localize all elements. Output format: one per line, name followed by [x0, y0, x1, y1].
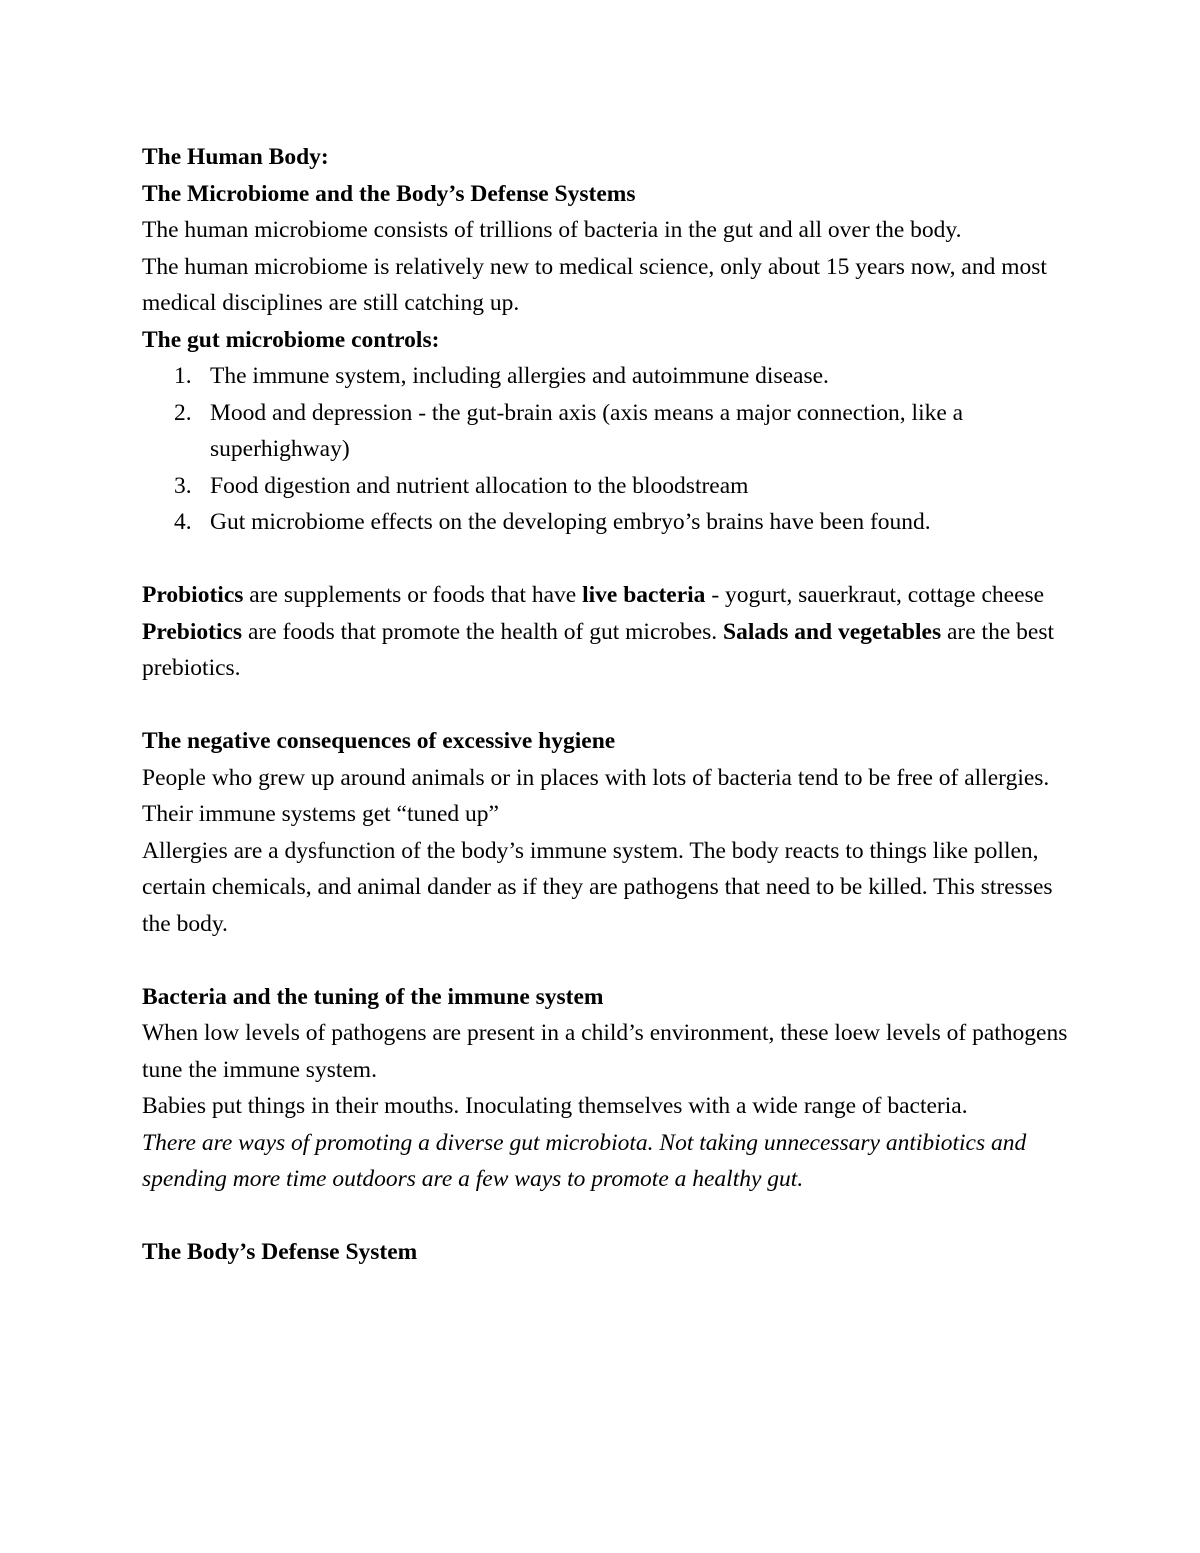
list-item [142, 395, 1072, 468]
probiotics-term: Probiotics [142, 582, 244, 608]
probiotics-paragraph [142, 577, 1072, 614]
prebiotics-text-2: are the best prebiotics. [142, 618, 1055, 681]
list-item-number: 2. [174, 399, 192, 426]
list-item-text: The immune system, including allergies and autoimmune disease. [210, 363, 829, 389]
list-item-number: 4. [174, 509, 192, 535]
hygiene-heading: The negative consequences of excessive hygiene [142, 728, 616, 754]
document-title: The Human Body: [142, 144, 329, 170]
probiotics-text-1: are supplements or foods that have [243, 582, 583, 608]
list-item [142, 504, 1072, 541]
prebiotics-term: Prebiotics [142, 618, 243, 645]
controls-list [142, 358, 1072, 541]
prebiotics-emphasis: Salads and vegetables [723, 618, 942, 645]
prebiotics-paragraph [142, 614, 1072, 687]
document-page [142, 139, 1072, 1271]
tuning-heading: Bacteria and the tuning of the immune system [142, 983, 604, 1010]
tuning-italic-note: There are ways of promoting a diverse gut microbiota. Not taking unnecessary antibiotics and spending more time outdoors are a few ways to promote a healthy gut. [142, 1129, 1027, 1192]
probiotics-text-2: - yogurt, sauerkraut, cottage cheese [705, 582, 1045, 608]
controls-heading: The gut microbiome controls: [142, 326, 440, 353]
hygiene-paragraph-2: Allergies are a dysfunction of the body’s immune system. The body reacts to things like pollen, certain chemicals, and animal dander as if they are pathogens that need to be killed. This stresses the body. [142, 837, 1053, 937]
defense-heading: The Body’s Defense System [142, 1239, 418, 1265]
tuning-paragraph-2: Babies put things in their mouths. Inoculating themselves with a wide range of bacteria. [142, 1093, 968, 1119]
list-item-text: Mood and depression - the gut-brain axis (axis means a major connection, like a superhighway) [210, 399, 964, 462]
spacer [142, 1198, 1072, 1235]
list-item-number: 3. [174, 472, 192, 499]
hygiene-paragraph-1: People who grew up around animals or in places with lots of bacteria tend to be free of allergies. Their immune systems get “tuned up” [142, 764, 1050, 827]
intro-paragraph-1: The human microbiome consists of trillions of bacteria in the gut and all over the body. [142, 217, 962, 243]
probiotics-emphasis: live bacteria [582, 582, 706, 608]
spacer [142, 942, 1072, 979]
list-item [142, 468, 1072, 505]
list-item-text: Gut microbiome effects on the developing embryo’s brains have been found. [210, 509, 931, 535]
prebiotics-text-1: are foods that promote the health of gut microbes. [242, 618, 724, 645]
spacer [142, 687, 1072, 724]
list-item-number: 1. [174, 363, 192, 389]
list-item-text: Food digestion and nutrient allocation to the bloodstream [210, 472, 749, 499]
document-subtitle: The Microbiome and the Body’s Defense Systems [142, 180, 636, 207]
spacer [142, 541, 1072, 578]
tuning-paragraph-1: When low levels of pathogens are present in a child’s environment, these loew levels of pathogens tune the immune system. [142, 1020, 1068, 1083]
list-item [142, 358, 1072, 395]
intro-paragraph-2: The human microbiome is relatively new to medical science, only about 15 years now, and most medical disciplines are still catching up. [142, 253, 1047, 316]
